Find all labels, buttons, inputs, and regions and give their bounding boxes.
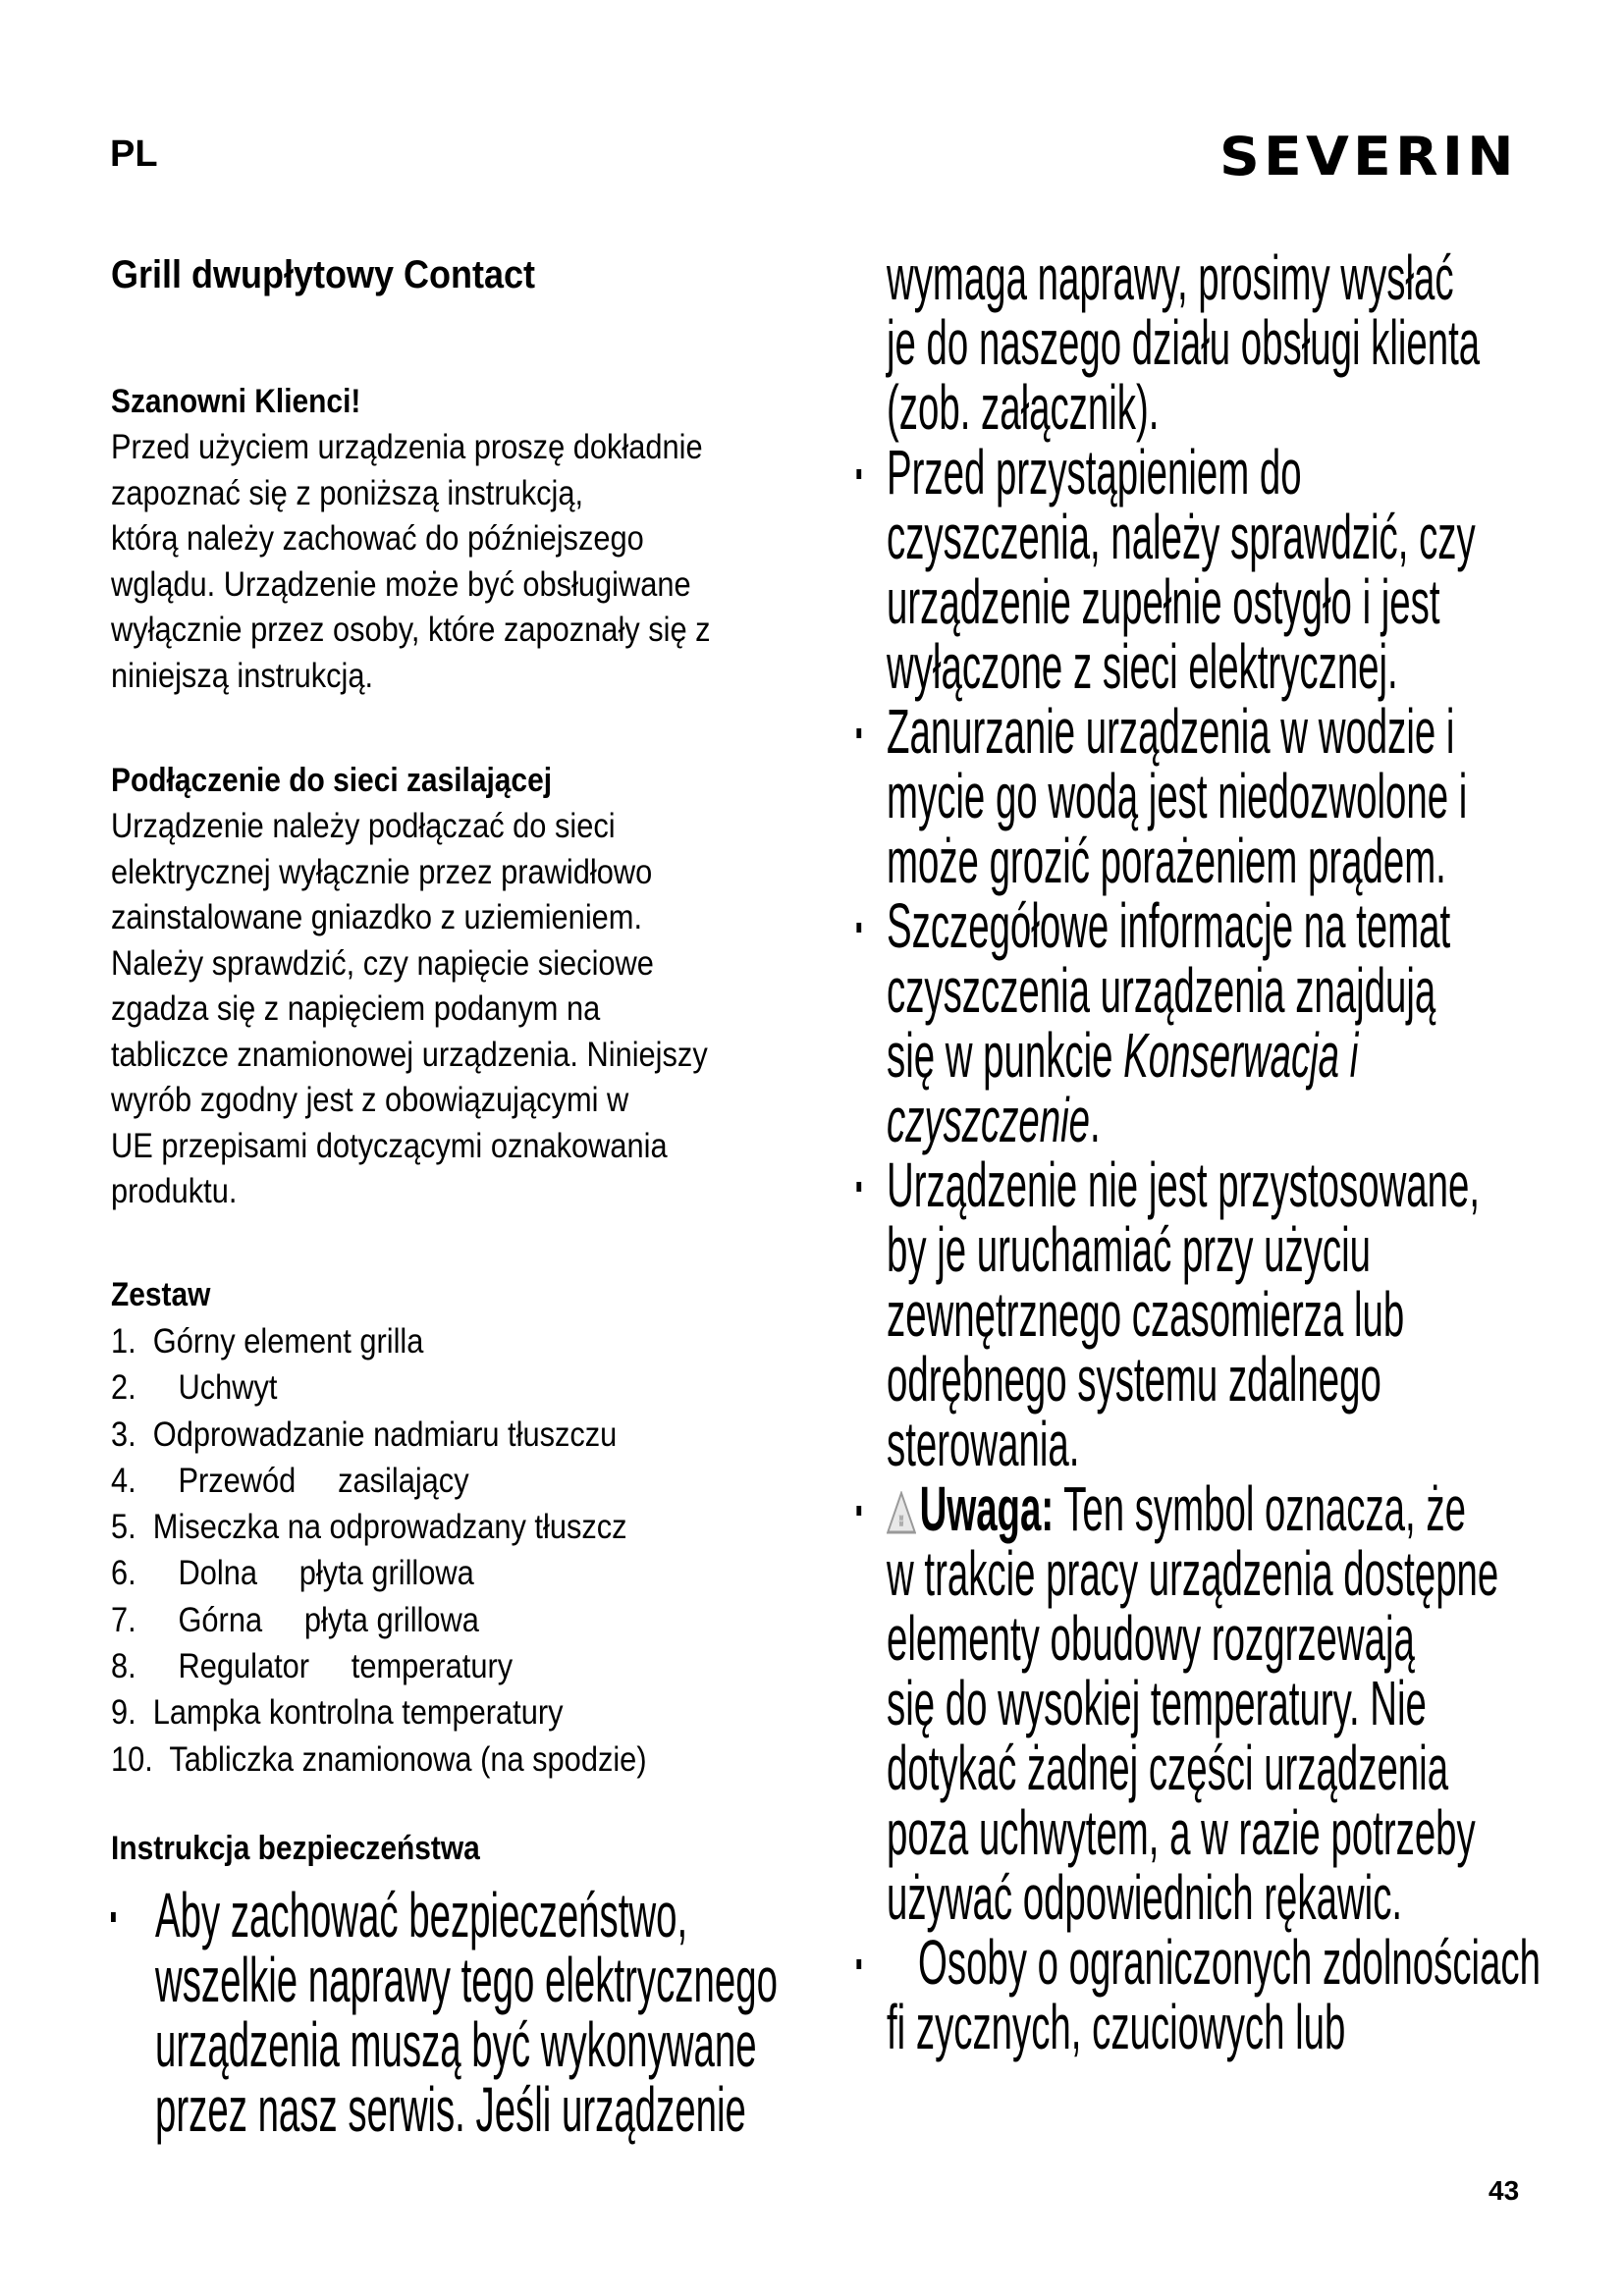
safety-section: [111, 1826, 889, 1872]
text-segment: (zob. załącznik).: [887, 372, 1160, 443]
text-segment: sterowania.: [887, 1409, 1080, 1479]
text-segment: zewnętrznego czasomierza lub: [887, 1279, 1405, 1350]
text-segment: je do naszego działu obsługi klienta: [887, 307, 1481, 378]
parts-heading: Zestaw: [111, 1276, 211, 1313]
text-segment: Osoby o ograniczonych zdolnościach: [887, 1927, 1541, 1998]
text-line: [111, 2074, 936, 2145]
hot-surface-warning-icon: [887, 1480, 916, 1530]
text-segment: Zanurzanie urządzenia w wodzie i: [887, 696, 1455, 767]
text-line: wyłącznie przez osoby, które zapoznały się z: [111, 611, 711, 649]
list-item: 9. Lampka kontrolna temperatury: [111, 1693, 564, 1733]
greeting-heading: Szanowni Klienci!: [111, 383, 361, 420]
power-section: [111, 758, 889, 1215]
text-line: którą należy zachować do późniejszego: [111, 519, 644, 558]
bullet-item-line: [854, 696, 1624, 767]
text-segment: urządzenie zupełnie ostygło i jest: [887, 566, 1440, 637]
list-item: 6. Dolna płyta grillowa: [111, 1554, 474, 1593]
greeting-section: [111, 379, 889, 699]
bullet-item-line: [854, 890, 1624, 961]
text-segment: odrębnego systemu zdalnego: [887, 1344, 1381, 1415]
text-line: [854, 1409, 1624, 1479]
text-segment: się w punkcie: [887, 1020, 1124, 1091]
text-segment: wyłączone z sieci elektrycznej.: [887, 631, 1398, 702]
list-item: 7. Górna płyta grillowa: [111, 1600, 479, 1639]
list-item: 2. Uchwyt: [111, 1368, 278, 1408]
text-line: wyrób zgodny jest z obowiązującymi w: [111, 1081, 629, 1119]
text-segment: mycie go wodą jest niedozwolone i: [887, 761, 1468, 831]
bullet-icon: [856, 1506, 861, 1516]
bullet-icon: [856, 1182, 861, 1192]
bullet-icon: [856, 728, 861, 738]
text-line: [854, 502, 1624, 572]
power-body: [111, 804, 889, 1215]
bullet-icon: [856, 469, 861, 479]
safety-text-right: [854, 242, 1624, 2062]
list-item: 1. Górny element grilla: [111, 1322, 424, 1361]
text-segment: używać odpowiednich rękawic.: [887, 1862, 1403, 1933]
text-segment: czyszczenia, należy sprawdzić, czy: [887, 502, 1476, 572]
text-line: produktu.: [111, 1172, 238, 1210]
bullet-item-line: [854, 1473, 1624, 1544]
list-item: 3. Odprowadzanie nadmiaru tłuszczu: [111, 1415, 618, 1454]
text-segment: .: [1090, 1085, 1101, 1155]
text-segment: przez nasz serwis. Jeśli urządzenie: [155, 2074, 746, 2145]
text-segment: poza uchwytem, a w razie potrzeby: [887, 1797, 1476, 1868]
text-line: [854, 1279, 1624, 1350]
text-segment: wszelkie naprawy tego elektrycznego: [155, 1945, 778, 2015]
text-line: zgadza się z napięciem podanym na: [111, 989, 601, 1028]
text-segment: dotykać żadnej części urządzenia: [887, 1733, 1449, 1803]
text-line: [854, 1603, 1624, 1674]
list-item: 5. Miseczka na odprowadzany tłuszcz: [111, 1508, 627, 1547]
bullet-item-line: [854, 437, 1624, 507]
brand-logo: SEVERIN: [1219, 126, 1518, 187]
list-item: 8. Regulator temperatury: [111, 1647, 514, 1686]
greeting-body: [111, 425, 889, 699]
bullet-icon: [856, 1959, 861, 1969]
text-line: zapoznać się z poniższą instrukcją,: [111, 473, 584, 512]
text-line: tabliczce znamionowej urządzenia. Niniejszy: [111, 1035, 708, 1074]
bullet-item-line: [854, 1149, 1624, 1220]
text-line: [854, 761, 1624, 831]
text-line: [854, 372, 1624, 443]
text-line: wglądu. Urządzenie może być obsługiwane: [111, 564, 691, 604]
parts-list: [111, 1318, 889, 1783]
italic-reference: czyszczenie: [887, 1085, 1090, 1155]
text-line: UE przepisami dotyczącymi oznakowania: [111, 1126, 668, 1165]
page-title: Grill dwupłytowy Contact: [111, 253, 536, 296]
text-line: [854, 1862, 1624, 1933]
text-line: [854, 955, 1624, 1026]
text-line: [854, 1085, 1624, 1155]
text-line: [854, 826, 1624, 896]
text-line: [854, 1214, 1624, 1285]
safety-text-left: [111, 1880, 936, 2145]
text-line: [854, 1344, 1624, 1415]
bullet-item-line: [854, 1927, 1624, 1998]
text-segment: się do wysokiej temperatury. Nie: [887, 1668, 1427, 1738]
power-heading: Podłączenie do sieci zasilającej: [111, 762, 553, 799]
text-line: [854, 631, 1624, 702]
text-line: [854, 566, 1624, 637]
text-line: [111, 2009, 936, 2080]
text-line: zainstalowane gniazdko z uziemieniem.: [111, 898, 643, 936]
parts-section: [111, 1272, 889, 1783]
list-item: 4. Przewód zasilający: [111, 1461, 469, 1500]
text-segment: Ten symbol oznacza, że: [1054, 1473, 1466, 1544]
text-segment: Urządzenie nie jest przystosowane,: [887, 1149, 1481, 1220]
text-segment: wymaga naprawy, prosimy wysłać: [887, 242, 1454, 313]
text-segment: Aby zachować bezpieczeństwo,: [155, 1880, 688, 1950]
bullet-icon: [111, 1912, 116, 1922]
warning-label: Uwaga:: [919, 1473, 1055, 1544]
page-number: 43: [1489, 2175, 1520, 2206]
text-line: [854, 307, 1624, 378]
text-line: [854, 1668, 1624, 1738]
text-segment: urządzenia muszą być wykonywane: [155, 2009, 757, 2080]
text-segment: by je uruchamiać przy użyciu: [887, 1214, 1371, 1285]
text-line: niniejszą instrukcją.: [111, 656, 374, 695]
text-segment: może grozić porażeniem prądem.: [887, 826, 1446, 896]
bullet-icon: [856, 923, 861, 933]
text-line: Przed użyciem urządzenia proszę dokładnie: [111, 428, 703, 466]
text-line: [854, 242, 1624, 313]
text-line: elektrycznej wyłącznie przez prawidłowo: [111, 852, 653, 891]
text-segment: w trakcie pracy urządzenia dostępne: [887, 1538, 1499, 1609]
svg-text:ʬ: ʬ: [898, 1512, 904, 1530]
text-line: [111, 1945, 936, 2015]
safety-heading: Instrukcja bezpieczeństwa: [111, 1830, 480, 1867]
text-line: Urządzenie należy podłączać do sieci: [111, 807, 616, 845]
text-segment: czyszczenia urządzenia znajdują: [887, 955, 1436, 1026]
bullet-item-line: [111, 1880, 936, 1950]
text-line: Należy sprawdzić, czy napięcie sieciowe: [111, 943, 654, 983]
list-item: 10. Tabliczka znamionowa (na spodzie): [111, 1739, 647, 1779]
italic-reference: Konserwacja i: [1123, 1020, 1359, 1091]
text-line: [854, 1733, 1624, 1803]
text-line: [854, 1020, 1624, 1091]
text-segment: Szczegółowe informacje na temat: [887, 890, 1451, 961]
text-segment: Przed przystąpieniem do: [887, 437, 1302, 507]
text-segment: fi zycznych, czuciowych lub: [887, 1992, 1346, 2062]
text-segment: elementy obudowy rozgrzewają: [887, 1603, 1415, 1674]
language-code: PL: [110, 133, 158, 175]
text-line: [854, 1992, 1624, 2062]
text-line: [854, 1538, 1624, 1609]
text-line: [854, 1797, 1624, 1868]
